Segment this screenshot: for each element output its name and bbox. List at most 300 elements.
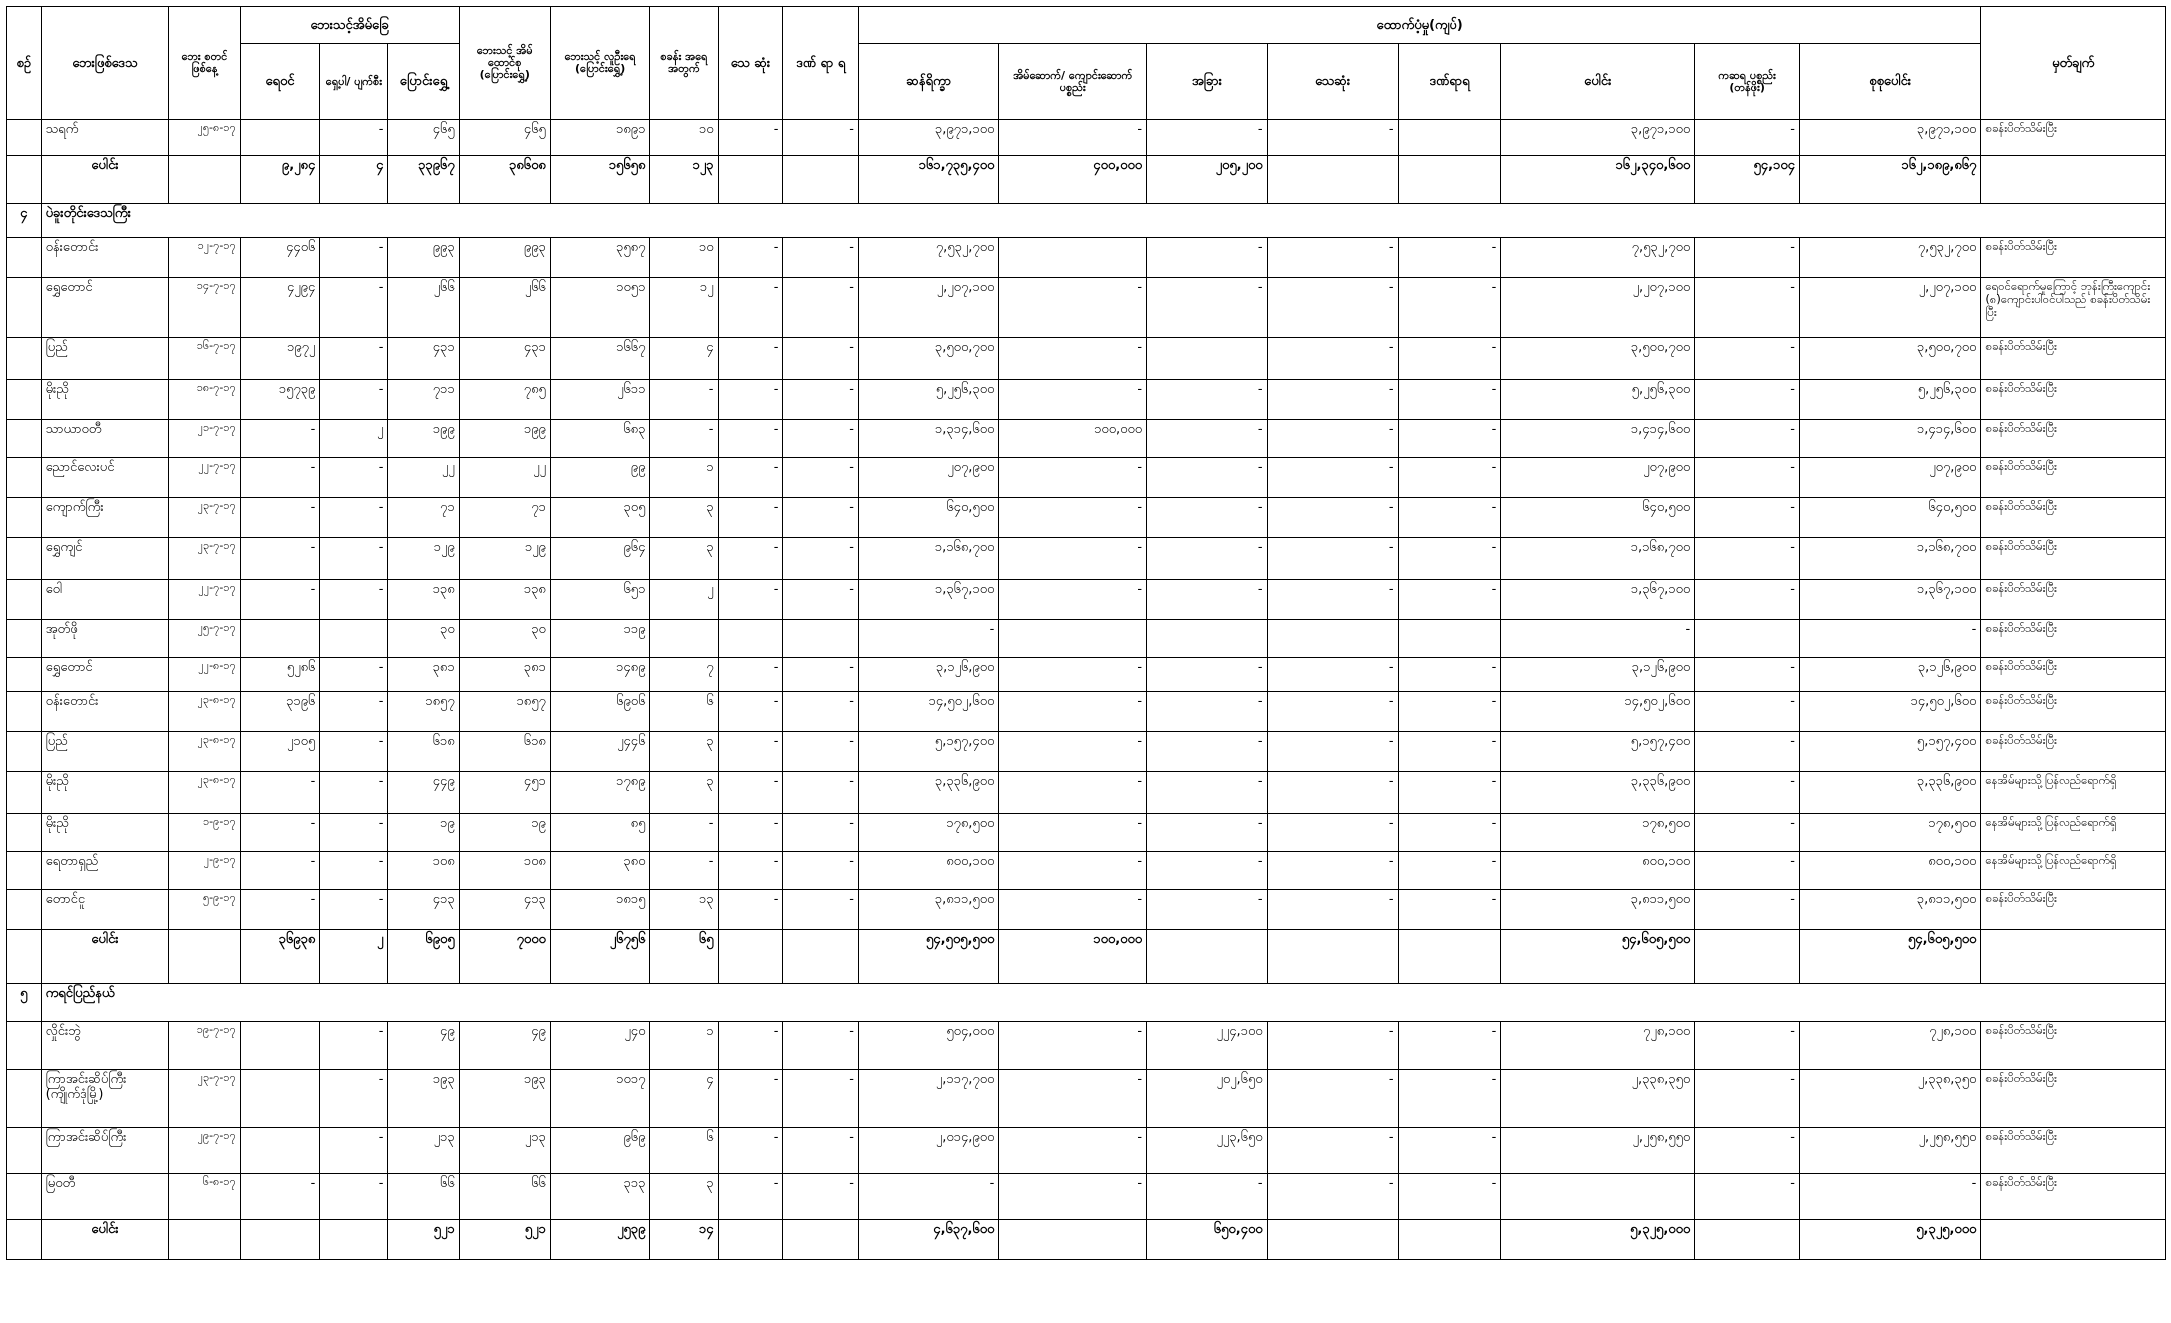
cell-moved: ၁၉၉ bbox=[388, 420, 459, 458]
cell-camps: ၇ bbox=[650, 658, 718, 692]
cell-region: မိုးညို bbox=[41, 772, 169, 814]
cell-households: ၇၀၀၀ bbox=[459, 930, 550, 984]
cell-remarks: စခန်းပိတ်သိမ်းပြီး bbox=[1981, 380, 2166, 420]
cell-households: ၄၉ bbox=[459, 1022, 550, 1070]
header-dead: သေ ဆုံး bbox=[718, 7, 783, 120]
cell-region: ဝန်းတောင်း bbox=[41, 238, 169, 278]
cell-date: ၂၃-၇-၁၇ bbox=[169, 538, 240, 580]
cell-dead: - bbox=[718, 538, 783, 580]
cell-camps: - bbox=[650, 814, 718, 852]
header-total: ပေါင်း bbox=[1501, 44, 1695, 120]
cell-dead: - bbox=[718, 1022, 783, 1070]
cell-missing: - bbox=[783, 458, 858, 498]
cell-people: ၆၅၁ bbox=[550, 580, 650, 620]
cell-camps: - bbox=[650, 420, 718, 458]
cell-date: ၅-၉-၁၇ bbox=[169, 890, 240, 930]
cell-no bbox=[7, 538, 42, 580]
cell-remarks bbox=[1981, 1220, 2166, 1260]
header-rice: ကဆရ ပစ္စည်း (တန်ဖိုး) bbox=[1695, 44, 1800, 120]
cell-clothing: - bbox=[1147, 458, 1268, 498]
header-missing: ဒဏ် ရာ ရ bbox=[783, 7, 858, 120]
cell-households: ၃၈၁ bbox=[459, 658, 550, 692]
cell-injury-aid: - bbox=[1398, 420, 1501, 458]
cell-no bbox=[7, 120, 42, 156]
cell-death-aid: - bbox=[1267, 732, 1398, 772]
cell-home-goods: - bbox=[999, 1022, 1147, 1070]
cell-rice: - bbox=[1695, 1022, 1800, 1070]
cell-no bbox=[7, 1220, 42, 1260]
cell-total: ၁,၃၆၇,၁၀၀ bbox=[1501, 580, 1695, 620]
cell-households: ၁၀၈ bbox=[459, 852, 550, 890]
cell-households: ၄၅၁ bbox=[459, 772, 550, 814]
cell-remarks: စခန်းပိတ်သိမ်းပြီး bbox=[1981, 1070, 2166, 1128]
cell-moved: ၄၁၃ bbox=[388, 890, 459, 930]
cell-rice: ၅၄,၁၀၄ bbox=[1695, 156, 1800, 204]
cell-date: ၁-၉-၁၇ bbox=[169, 814, 240, 852]
cell-injury-aid bbox=[1398, 1220, 1501, 1260]
cell-clothing: ၂၀၅,၂၀၀ bbox=[1147, 156, 1268, 204]
cell-dead: - bbox=[718, 1174, 783, 1220]
cell-region: ညောင်လေးပင် bbox=[41, 458, 169, 498]
cell-camps: - bbox=[650, 380, 718, 420]
cell-total: ၆၄၀,၅၀၀ bbox=[1501, 498, 1695, 538]
cell-full bbox=[240, 1128, 320, 1174]
table-row bbox=[7, 658, 2166, 692]
cell-missing: - bbox=[783, 852, 858, 890]
cell-full bbox=[240, 620, 320, 658]
cell-date: ၂-၉-၁၇ bbox=[169, 852, 240, 890]
cell-camps: ၁၂ bbox=[650, 278, 718, 338]
cell-remarks: စခန်းပိတ်သိမ်းပြီး bbox=[1981, 732, 2166, 772]
cell-households: ၉၉၃ bbox=[459, 238, 550, 278]
cell-no bbox=[7, 380, 42, 420]
cell-date: ၂၂-၈-၁၇ bbox=[169, 658, 240, 692]
cell-dead: - bbox=[718, 498, 783, 538]
cell-clothing: - bbox=[1147, 890, 1268, 930]
cell-half: - bbox=[320, 814, 388, 852]
cell-missing: - bbox=[783, 278, 858, 338]
cell-death-aid bbox=[1267, 1220, 1398, 1260]
cell-cash: ၁၇၈,၅၀၀ bbox=[858, 814, 998, 852]
cell-households: ၆၆ bbox=[459, 1174, 550, 1220]
cell-clothing: - bbox=[1147, 658, 1268, 692]
cell-camps: ၁၄ bbox=[650, 1220, 718, 1260]
cell-home-goods: - bbox=[999, 120, 1147, 156]
cell-full: ၄၂၉၄ bbox=[240, 278, 320, 338]
cell-injury-aid: - bbox=[1398, 658, 1501, 692]
cell-region: မိုးညို bbox=[41, 380, 169, 420]
cell-rice bbox=[1695, 620, 1800, 658]
cell-no bbox=[7, 458, 42, 498]
cell-people: ၁၈၁၅ bbox=[550, 890, 650, 930]
cell-no bbox=[7, 156, 42, 204]
cell-no bbox=[7, 692, 42, 732]
cell-dead bbox=[718, 1220, 783, 1260]
cell-cash: ၁၆၁,၇၃၅,၄၀၀ bbox=[858, 156, 998, 204]
cell-home-goods: - bbox=[999, 772, 1147, 814]
cell-people: ၃၀၅ bbox=[550, 498, 650, 538]
cell-total: ၇,၅၃၂,၇၀၀ bbox=[1501, 238, 1695, 278]
cell-region: ကြာအင်းဆိပ်ကြီး (ကျိုက်ဒုံမြို့) bbox=[41, 1070, 169, 1128]
cell-date: ၂၅-၇-၁၇ bbox=[169, 620, 240, 658]
cell-camps bbox=[650, 620, 718, 658]
cell-dead: - bbox=[718, 580, 783, 620]
cell-grand-total: ၁,၃၆၇,၁၀၀ bbox=[1800, 580, 1981, 620]
cell-date: ၂၅-၈-၁၇ bbox=[169, 120, 240, 156]
cell-camps: ၃ bbox=[650, 732, 718, 772]
cell-moved: ၆၉၀၅ bbox=[388, 930, 459, 984]
cell-households: ၅၂၁ bbox=[459, 1220, 550, 1260]
cell-dead: - bbox=[718, 732, 783, 772]
cell-region: ပြည် bbox=[41, 338, 169, 380]
cell-total: ၇၂၈,၁၀၀ bbox=[1501, 1022, 1695, 1070]
cell-remarks bbox=[1981, 156, 2166, 204]
cell-camps: ၆ bbox=[650, 692, 718, 732]
cell-moved: ၁၈၅၇ bbox=[388, 692, 459, 732]
table-row bbox=[7, 538, 2166, 580]
cell-clothing bbox=[1147, 930, 1268, 984]
table-row bbox=[7, 732, 2166, 772]
header-half: ရှေ့ပါ/ ပျက်စီး bbox=[320, 44, 388, 120]
cell-households: ၂၂ bbox=[459, 458, 550, 498]
cell-home-goods: - bbox=[999, 1070, 1147, 1128]
cell-full: ၂၁၀၅ bbox=[240, 732, 320, 772]
cell-dead: - bbox=[718, 120, 783, 156]
cell-date: ၂၃-၇-၁၇ bbox=[169, 1070, 240, 1128]
cell-death-aid bbox=[1267, 156, 1398, 204]
cell-grand-total: ၁၇၈,၅၀၀ bbox=[1800, 814, 1981, 852]
cell-grand-total: ၁,၄၁၄,၆၀၀ bbox=[1800, 420, 1981, 458]
cell-home-goods bbox=[999, 620, 1147, 658]
cell-home-goods: ၁၀၀,၀၀၀ bbox=[999, 930, 1147, 984]
cell-missing: - bbox=[783, 658, 858, 692]
cell-date: ၂၃-၈-၁၇ bbox=[169, 732, 240, 772]
cell-date: ၁၆-၇-၁၇ bbox=[169, 338, 240, 380]
cell-remarks: ရေဝင်ရောက်မှုကြောင့် ဘုန်းကြီးကျောင်း (၈)ကျောင်းပါဝင်ပါသည် စခန်းပိတ်သိမ်းပြီး bbox=[1981, 278, 2166, 338]
cell-moved: ၂၁၃ bbox=[388, 1128, 459, 1174]
cell-death-aid: - bbox=[1267, 278, 1398, 338]
cell-half: - bbox=[320, 852, 388, 890]
cell-rice: - bbox=[1695, 692, 1800, 732]
cell-clothing: - bbox=[1147, 380, 1268, 420]
cell-injury-aid: - bbox=[1398, 338, 1501, 380]
cell-half: - bbox=[320, 772, 388, 814]
cell-grand-total: ၂,၃၃၈,၃၅၀ bbox=[1800, 1070, 1981, 1128]
cell-remarks: စခန်းပိတ်သိမ်းပြီး bbox=[1981, 238, 2166, 278]
cell-half: - bbox=[320, 380, 388, 420]
cell-missing bbox=[783, 930, 858, 984]
cell-missing: - bbox=[783, 580, 858, 620]
total-row bbox=[7, 1220, 2166, 1260]
table-row bbox=[7, 120, 2166, 156]
header-injury-aid: ဒဏ်ရာရ bbox=[1398, 44, 1501, 120]
cell-no bbox=[7, 498, 42, 538]
cell-grand-total: ၅,၃၂၅,၀၀၀ bbox=[1800, 1220, 1981, 1260]
section-title: ပဲခူးတိုင်းဒေသကြီး bbox=[41, 204, 2165, 238]
cell-missing: - bbox=[783, 732, 858, 772]
cell-clothing bbox=[1147, 338, 1268, 380]
header-grand-total: စုစုပေါင်း bbox=[1800, 44, 1981, 120]
cell-grand-total: ၃,၅၀၀,၇၀၀ bbox=[1800, 338, 1981, 380]
cell-households: ၄၃၁ bbox=[459, 338, 550, 380]
cell-households: ၃၈၆၀၈ bbox=[459, 156, 550, 204]
cell-death-aid: - bbox=[1267, 814, 1398, 852]
cell-half: - bbox=[320, 498, 388, 538]
cell-full: ၃၆၉၃၈ bbox=[240, 930, 320, 984]
cell-dead: - bbox=[718, 338, 783, 380]
cell-remarks: စခန်းပိတ်သိမ်းပြီး bbox=[1981, 580, 2166, 620]
cell-people: ၂၆၇၅၆ bbox=[550, 930, 650, 984]
cell-dead: - bbox=[718, 814, 783, 852]
cell-no bbox=[7, 1128, 42, 1174]
cell-half: - bbox=[320, 1022, 388, 1070]
cell-half: ၂ bbox=[320, 420, 388, 458]
cell-death-aid: - bbox=[1267, 772, 1398, 814]
cell-full: ၉,၂၈၄ bbox=[240, 156, 320, 204]
cell-home-goods: ၄၀၀,၀၀၀ bbox=[999, 156, 1147, 204]
cell-half bbox=[320, 620, 388, 658]
cell-missing: - bbox=[783, 772, 858, 814]
cell-death-aid bbox=[1267, 930, 1398, 984]
cell-clothing: - bbox=[1147, 692, 1268, 732]
cell-moved: ၄၄၉ bbox=[388, 772, 459, 814]
cell-region: သရက် bbox=[41, 120, 169, 156]
cell-clothing: - bbox=[1147, 120, 1268, 156]
header-no: စဉ် bbox=[7, 7, 42, 120]
cell-half: - bbox=[320, 1128, 388, 1174]
cell-death-aid: - bbox=[1267, 498, 1398, 538]
cell-death-aid: - bbox=[1267, 852, 1398, 890]
cell-clothing: - bbox=[1147, 732, 1268, 772]
cell-camps: ၃ bbox=[650, 1174, 718, 1220]
cell-dead: - bbox=[718, 380, 783, 420]
cell-full: ၁၅၇၃၉ bbox=[240, 380, 320, 420]
header-households: ဘေးသင့် အိမ် ထောင်စု (ပြောင်းရွှေ့) bbox=[459, 7, 550, 120]
cell-date: ၂၃-၇-၁၇ bbox=[169, 498, 240, 538]
cell-grand-total: ၂၀၇,၉၀၀ bbox=[1800, 458, 1981, 498]
cell-half: - bbox=[320, 1070, 388, 1128]
cell-dead bbox=[718, 156, 783, 204]
cell-injury-aid: - bbox=[1398, 580, 1501, 620]
cell-cash: - bbox=[858, 620, 998, 658]
report-sheet bbox=[6, 6, 2166, 1260]
cell-home-goods: - bbox=[999, 538, 1147, 580]
cell-cash: ၇,၅၃၂,၇၀၀ bbox=[858, 238, 998, 278]
cell-total: ၂,၂၅၈,၅၅၀ bbox=[1501, 1128, 1695, 1174]
table-row bbox=[7, 580, 2166, 620]
cell-cash: ၁,၁၆၈,၇၀၀ bbox=[858, 538, 998, 580]
cell-full bbox=[240, 1022, 320, 1070]
cell-households: ၁၉၉ bbox=[459, 420, 550, 458]
cell-dead: - bbox=[718, 852, 783, 890]
cell-no bbox=[7, 1022, 42, 1070]
cell-home-goods: - bbox=[999, 338, 1147, 380]
cell-moved: ၂၆၆ bbox=[388, 278, 459, 338]
cell-rice: - bbox=[1695, 658, 1800, 692]
cell-total: ၁,၄၁၄,၆၀၀ bbox=[1501, 420, 1695, 458]
cell-total: ၁၆၂,၃၄၀,၆၀၀ bbox=[1501, 156, 1695, 204]
cell-injury-aid: - bbox=[1398, 1174, 1501, 1220]
cell-clothing: ၂၂၃,၆၅၀ bbox=[1147, 1128, 1268, 1174]
cell-half: ၄ bbox=[320, 156, 388, 204]
cell-remarks bbox=[1981, 930, 2166, 984]
cell-remarks: နေအိမ်များသို့ပြန်လည်ရောက်ရှိ bbox=[1981, 814, 2166, 852]
cell-clothing: - bbox=[1147, 498, 1268, 538]
cell-moved: ၁၂၉ bbox=[388, 538, 459, 580]
cell-total: ၈၀၀,၁၀၀ bbox=[1501, 852, 1695, 890]
cell-cash: ၂,၀၁၄,၉၀၀ bbox=[858, 1128, 998, 1174]
cell-households: ၂၁၃ bbox=[459, 1128, 550, 1174]
cell-total: ၅၄,၆၀၅,၅၀၀ bbox=[1501, 930, 1695, 984]
cell-missing: - bbox=[783, 538, 858, 580]
cell-home-goods: - bbox=[999, 580, 1147, 620]
cell-no bbox=[7, 278, 42, 338]
cell-date: ၆-၈-၁၇ bbox=[169, 1174, 240, 1220]
table-row bbox=[7, 1128, 2166, 1174]
section-title: ကရင်ပြည်နယ် bbox=[41, 984, 2165, 1022]
cell-no bbox=[7, 852, 42, 890]
cell-injury-aid: - bbox=[1398, 1070, 1501, 1128]
cell-date bbox=[169, 930, 240, 984]
cell-grand-total: ၇,၅၃၂,၇၀၀ bbox=[1800, 238, 1981, 278]
cell-moved: ၄၆၅ bbox=[388, 120, 459, 156]
cell-death-aid: - bbox=[1267, 420, 1398, 458]
cell-total: ၃,၃၃၆,၉၀၀ bbox=[1501, 772, 1695, 814]
cell-injury-aid: - bbox=[1398, 890, 1501, 930]
cell-people: ၁၇၈၉ bbox=[550, 772, 650, 814]
cell-clothing: ၆၅၀,၄၀၀ bbox=[1147, 1220, 1268, 1260]
cell-date: ၂၁-၇-၁၇ bbox=[169, 420, 240, 458]
cell-injury-aid bbox=[1398, 620, 1501, 658]
cell-home-goods: - bbox=[999, 692, 1147, 732]
cell-home-goods: - bbox=[999, 278, 1147, 338]
cell-rice: - bbox=[1695, 1128, 1800, 1174]
cell-injury-aid bbox=[1398, 156, 1501, 204]
cell-grand-total: ၁၆၂,၁၈၉,၈၆၇ bbox=[1800, 156, 1981, 204]
cell-moved: ၃၃၉၆၇ bbox=[388, 156, 459, 204]
cell-people: ၁၈၉၁ bbox=[550, 120, 650, 156]
cell-moved: ၁၉၃ bbox=[388, 1070, 459, 1128]
header-moved: ပြောင်းရွှေ့ bbox=[388, 44, 459, 120]
cell-moved: ၄၉ bbox=[388, 1022, 459, 1070]
cell-clothing: - bbox=[1147, 814, 1268, 852]
cell-cash: ၈၀၀,၁၀၀ bbox=[858, 852, 998, 890]
table-row bbox=[7, 238, 2166, 278]
cell-cash: ၅၀၄,၀၀၀ bbox=[858, 1022, 998, 1070]
cell-region: ဝေါ bbox=[41, 580, 169, 620]
cell-home-goods: - bbox=[999, 1174, 1147, 1220]
cell-death-aid: - bbox=[1267, 658, 1398, 692]
cell-cash: ၂,၂၀၇,၁၀၀ bbox=[858, 278, 998, 338]
cell-grand-total: ၃,၈၁၁,၅၀၀ bbox=[1800, 890, 1981, 930]
cell-injury-aid: - bbox=[1398, 852, 1501, 890]
cell-rice: - bbox=[1695, 852, 1800, 890]
cell-death-aid: - bbox=[1267, 1128, 1398, 1174]
cell-half: - bbox=[320, 890, 388, 930]
cell-grand-total: ၃,၃၃၆,၉၀၀ bbox=[1800, 772, 1981, 814]
relief-table bbox=[6, 6, 2166, 1260]
cell-clothing: ၂၀၂,၆၅၀ bbox=[1147, 1070, 1268, 1128]
cell-people: ၁၆၆၇ bbox=[550, 338, 650, 380]
cell-cash: - bbox=[858, 1174, 998, 1220]
cell-dead: - bbox=[718, 1128, 783, 1174]
cell-full: - bbox=[240, 1174, 320, 1220]
cell-rice: - bbox=[1695, 1174, 1800, 1220]
cell-missing: - bbox=[783, 1128, 858, 1174]
cell-remarks: စခန်းပိတ်သိမ်းပြီး bbox=[1981, 498, 2166, 538]
cell-missing: - bbox=[783, 692, 858, 732]
cell-no bbox=[7, 620, 42, 658]
header-damaged-group: ဘေးသင့်အိမ်ခြေ bbox=[240, 7, 459, 44]
cell-remarks: စခန်းပိတ်သိမ်းပြီး bbox=[1981, 692, 2166, 732]
cell-camps: ၁ bbox=[650, 458, 718, 498]
cell-remarks: စခန်းပိတ်သိမ်းပြီး bbox=[1981, 1174, 2166, 1220]
header-home-goods: အိမ်ဆောက်/ ကျောင်းဆောက် ပစ္စည်း bbox=[999, 44, 1147, 120]
header-death-aid: သေဆုံး bbox=[1267, 44, 1398, 120]
cell-clothing: - bbox=[1147, 538, 1268, 580]
cell-home-goods bbox=[999, 238, 1147, 278]
cell-death-aid: - bbox=[1267, 1174, 1398, 1220]
cell-dead bbox=[718, 930, 783, 984]
cell-total: ၅,၃၂၅,၀၀၀ bbox=[1501, 1220, 1695, 1260]
cell-grand-total: - bbox=[1800, 1174, 1981, 1220]
cell-remarks: စခန်းပိတ်သိမ်းပြီး bbox=[1981, 620, 2166, 658]
cell-clothing: - bbox=[1147, 1174, 1268, 1220]
cell-home-goods: - bbox=[999, 814, 1147, 852]
cell-total: ၁၄,၅၀၂,၆၀၀ bbox=[1501, 692, 1695, 732]
cell-clothing: - bbox=[1147, 278, 1268, 338]
cell-home-goods: - bbox=[999, 658, 1147, 692]
cell-total: ၃,၁၂၆,၉၀၀ bbox=[1501, 658, 1695, 692]
cell-cash: ၃,၁၂၆,၉၀၀ bbox=[858, 658, 998, 692]
cell-full: - bbox=[240, 580, 320, 620]
cell-injury-aid: - bbox=[1398, 814, 1501, 852]
header-camps: စခန်း အရေ အတွက် bbox=[650, 7, 718, 120]
cell-households: ၃၀ bbox=[459, 620, 550, 658]
cell-clothing: - bbox=[1147, 420, 1268, 458]
table-row bbox=[7, 338, 2166, 380]
cell-injury-aid: - bbox=[1398, 732, 1501, 772]
cell-home-goods: - bbox=[999, 498, 1147, 538]
cell-camps: ၄ bbox=[650, 1070, 718, 1128]
cell-remarks: စခန်းပိတ်သိမ်းပြီး bbox=[1981, 338, 2166, 380]
table-row bbox=[7, 692, 2166, 732]
cell-remarks: စခန်းပိတ်သိမ်းပြီး bbox=[1981, 1022, 2166, 1070]
cell-rice: - bbox=[1695, 498, 1800, 538]
cell-remarks: နေအိမ်များသို့ပြန်လည်ရောက်ရှိ bbox=[1981, 772, 2166, 814]
cell-home-goods: ၁၀၀,၀၀၀ bbox=[999, 420, 1147, 458]
cell-full bbox=[240, 1220, 320, 1260]
cell-camps: - bbox=[650, 852, 718, 890]
cell-death-aid: - bbox=[1267, 458, 1398, 498]
cell-rice: - bbox=[1695, 278, 1800, 338]
table-row bbox=[7, 498, 2166, 538]
cell-no bbox=[7, 658, 42, 692]
table-row bbox=[7, 420, 2166, 458]
cell-region: မိုးညို bbox=[41, 814, 169, 852]
cell-missing bbox=[783, 620, 858, 658]
cell-injury-aid bbox=[1398, 120, 1501, 156]
table-body bbox=[7, 120, 2166, 1260]
cell-grand-total: ၃,၉၇၁,၁၀၀ bbox=[1800, 120, 1981, 156]
cell-camps: ၂ bbox=[650, 580, 718, 620]
cell-missing: - bbox=[783, 338, 858, 380]
cell-clothing: - bbox=[1147, 580, 1268, 620]
cell-region: ရွှေတောင် bbox=[41, 658, 169, 692]
cell-half: ၂ bbox=[320, 930, 388, 984]
total-row bbox=[7, 930, 2166, 984]
cell-moved: ၃၈၁ bbox=[388, 658, 459, 692]
